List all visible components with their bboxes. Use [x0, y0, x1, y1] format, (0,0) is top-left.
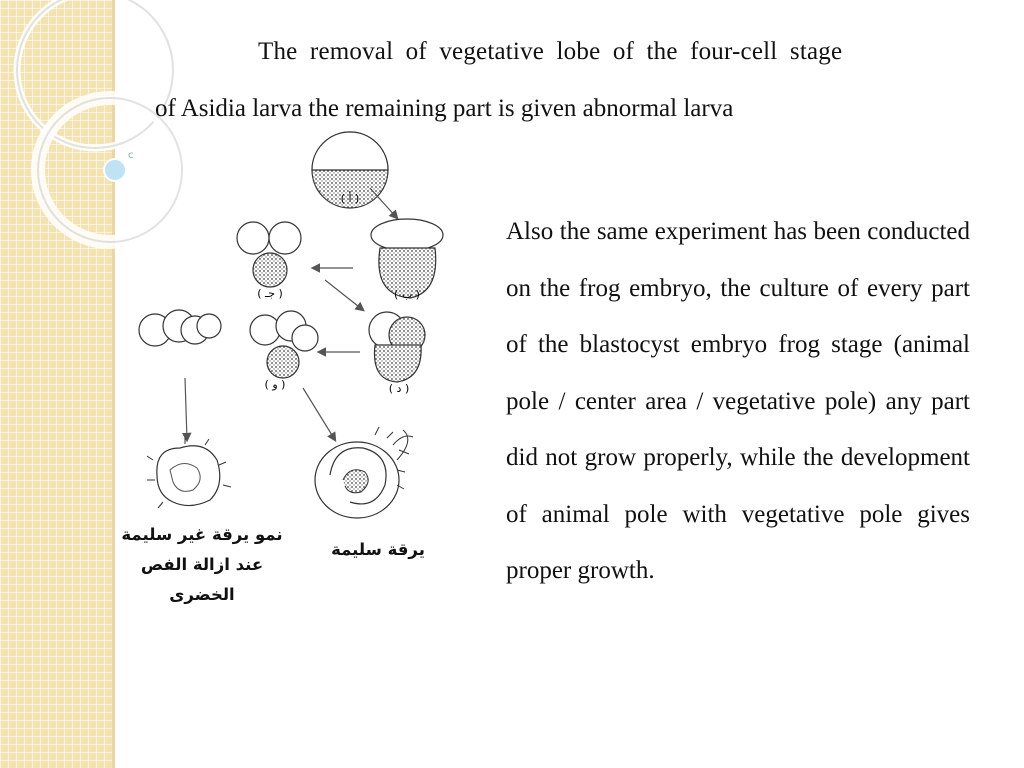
label-c: ( جـ ): [257, 287, 283, 300]
four-animal-cells: [139, 310, 221, 346]
embryo-stage-b: [371, 219, 443, 301]
label-e: ( و ): [264, 378, 286, 391]
svg-text:c: c: [128, 150, 134, 161]
normal-larva: [315, 427, 413, 518]
label-d: ( د ): [388, 382, 410, 395]
embryo-stage-e: [250, 311, 318, 391]
label-b: ( ب ): [394, 288, 420, 301]
abnormal-larva: [147, 437, 231, 508]
egg-stage-a: [312, 132, 388, 208]
slide-title-line-2: of Asidia larva the remaining part is given abnormal larva: [155, 95, 734, 122]
ascidian-larva-diagram: [135, 130, 495, 530]
embryo-stage-c: [237, 222, 301, 300]
caption-normal-larva: يرقة سليمة: [331, 540, 425, 559]
body-paragraph: Also the same experiment has been conducted on the frog embryo, the culture of every part of the blastocyst embryo frog stage (animal pole / center area / vegetative pole) any part did not grow properly, while the development of animal pole with vegetative pole gives proper growth.: [506, 218, 970, 584]
slide-title-line-1: The removal of vegetative lobe of the four-cell stage: [258, 38, 843, 65]
label-a: ( أ ): [340, 192, 360, 205]
caption-abnormal-larva: نمو يرقة غير سليمة عند ازالة الفص الخضرى: [121, 525, 283, 604]
embryo-stage-d: [369, 312, 425, 395]
